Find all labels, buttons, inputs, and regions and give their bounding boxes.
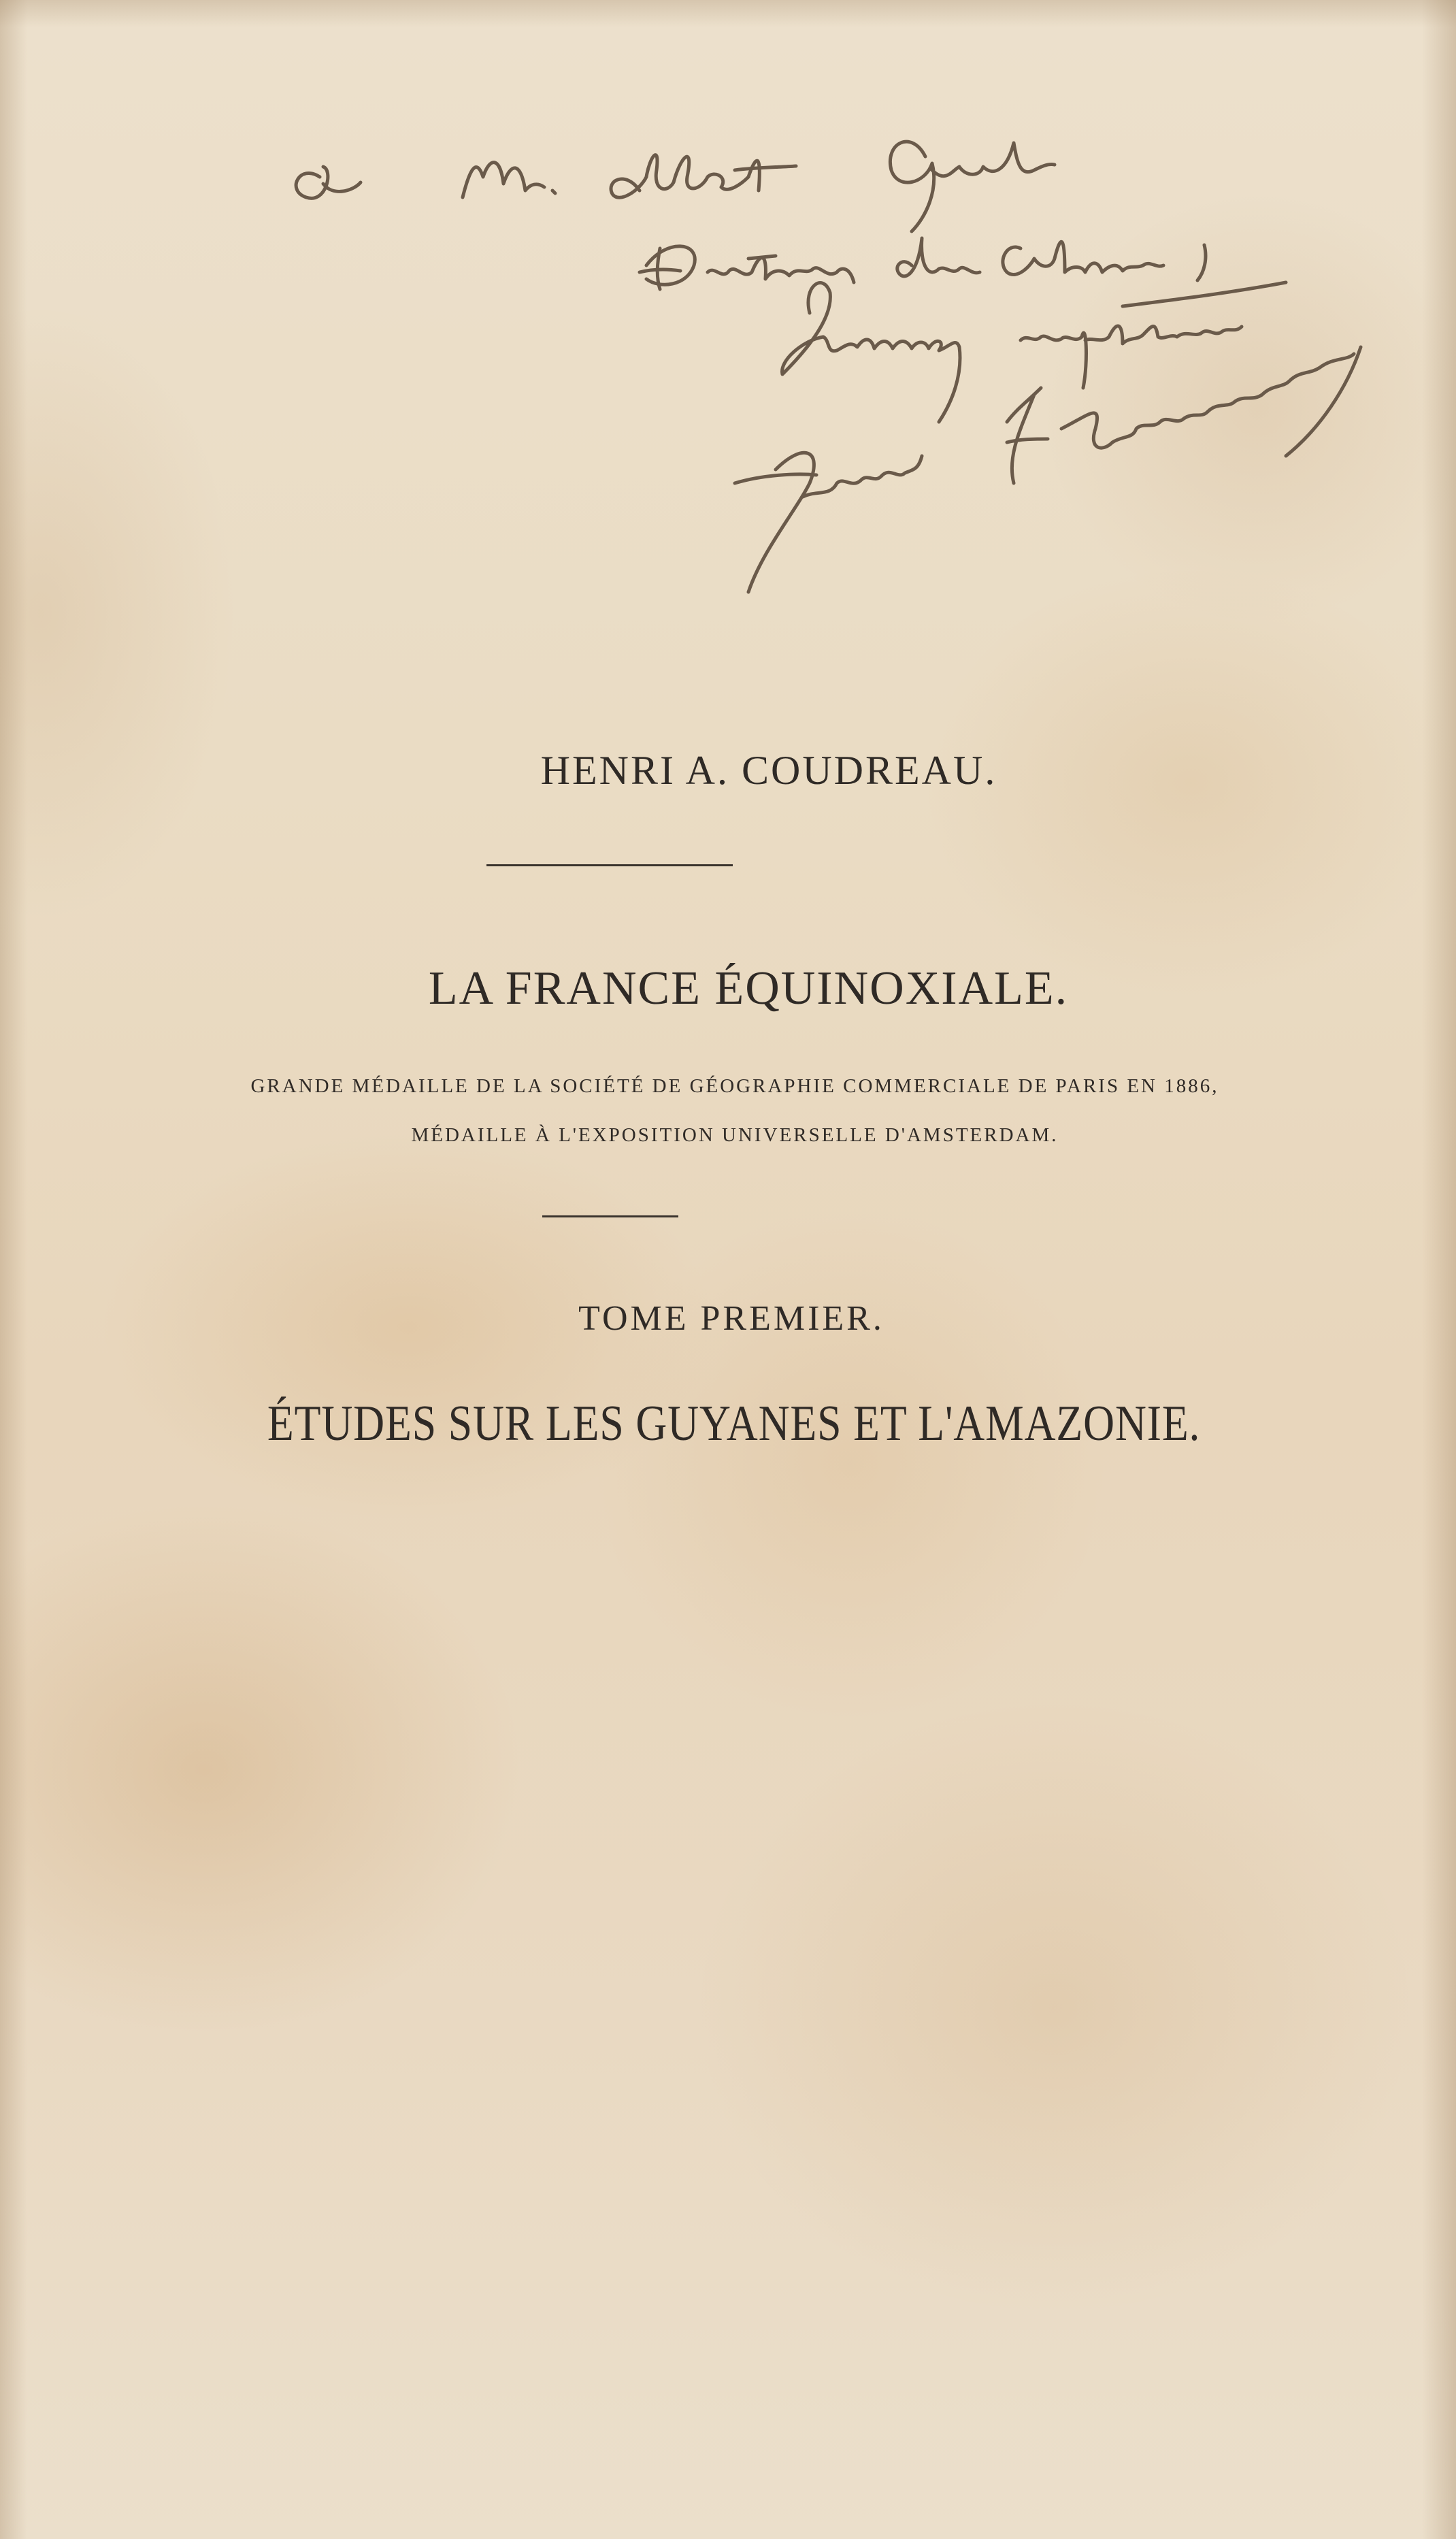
dedication-line-3 [782,282,1286,422]
handwritten-dedication [259,102,1415,646]
divider-rule [486,864,733,866]
award-line: MÉDAILLE À L'EXPOSITION UNIVERSELLE D'AMSTERDAM. [411,1124,1059,1146]
volume-label: TOME PREMIER. [578,1299,884,1338]
handwritten-dedication-drawing [259,102,1415,646]
dedication-line-2 [640,238,1206,289]
award-line: GRANDE MÉDAILLE DE LA SOCIÉTÉ DE GÉOGRAPHIE COMMERCIALE DE PARIS EN 1886, [250,1075,1219,1097]
page-edge-right [1422,0,1456,2539]
dedication-line-1 [296,142,1055,231]
dedication-signature [735,347,1361,592]
author-name: HENRI A. COUDREAU. [540,748,997,793]
page-edge-top [0,0,1456,27]
work-subtitle: ÉTUDES SUR LES GUYANES ET L'AMAZONIE. [267,1396,1201,1452]
divider-rule [542,1215,678,1217]
page-edge-left [0,0,27,2539]
work-title: LA FRANCE ÉQUINOXIALE. [428,962,1069,1015]
